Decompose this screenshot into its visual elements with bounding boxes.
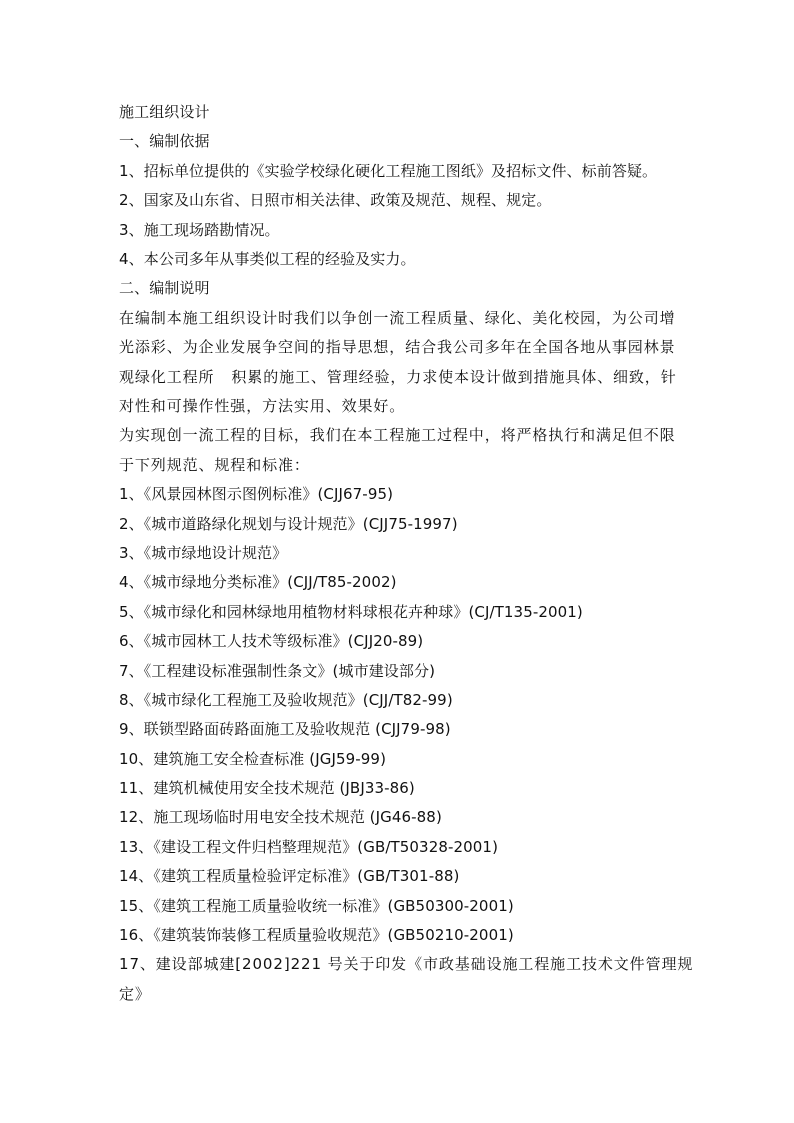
standard-item: 4、《城市绿地分类标准》(CJJ/T85-2002) bbox=[119, 573, 397, 592]
standard-item: 7、《工程建设标准强制性条文》(城市建设部分) bbox=[119, 661, 436, 680]
section-heading-basis: 一、编制依据 bbox=[119, 132, 210, 151]
paragraph-line: 对性和可操作性强，方法实用、效果好。 bbox=[119, 396, 406, 415]
basis-item: 2、国家及山东省、日照市相关法律、政策及规范、规程、规定。 bbox=[119, 191, 552, 210]
paragraph-line: 光添彩、为企业发展争空间的指导思想，结合我公司多年在全国各地从事园林景 bbox=[119, 338, 676, 357]
standard-item: 5、《城市绿化和园林绿地用植物材料球根花卉种球》(CJ/T135-2001) bbox=[119, 602, 583, 621]
standard-item: 9、联锁型路面砖路面施工及验收规范 (CJJ79-98) bbox=[119, 720, 451, 739]
standard-item: 3、《城市绿地设计规范》 bbox=[119, 543, 288, 562]
paragraph-line: 为实现创一流工程的目标，我们在本工程施工过程中，将严格执行和满足但不限 bbox=[119, 426, 676, 445]
standard-item: 12、施工现场临时用电安全技术规范 (JG46-88) bbox=[119, 808, 442, 827]
basis-item: 1、招标单位提供的《实验学校绿化硬化工程施工图纸》及招标文件、标前答疑。 bbox=[119, 161, 658, 180]
standard-item: 2、《城市道路绿化规划与设计规范》(CJJ75-1997) bbox=[119, 514, 458, 533]
standard-item: 15、《建筑工程施工质量验收统一标准》(GB50300-2001) bbox=[119, 896, 514, 915]
standard-item: 16、《建筑装饰装修工程质量验收规范》(GB50210-2001) bbox=[119, 926, 514, 945]
standard-item: 10、建筑施工安全检查标准 (JGJ59-99) bbox=[119, 749, 387, 768]
paragraph-line: 定》 bbox=[119, 984, 151, 1003]
standard-item: 1、《风景园林图示图例标准》(CJJ67-95) bbox=[119, 485, 394, 504]
section-heading-description: 二、编制说明 bbox=[119, 279, 210, 298]
standard-item-multiline bbox=[119, 950, 694, 1009]
standard-item: 8、《城市绿化工程施工及验收规范》(CJJ/T82-99) bbox=[119, 690, 453, 709]
paragraph-line: 在编制本施工组织设计时我们以争创一流工程质量、绿化、美化校园，为公司增 bbox=[119, 308, 676, 327]
standard-item: 6、《城市园林工人技术等级标准》(CJJ20-89) bbox=[119, 632, 424, 651]
description-paragraph bbox=[119, 304, 679, 422]
standard-item: 11、建筑机械使用安全技术规范 (JBJ33-86) bbox=[119, 779, 415, 798]
document-title: 施工组织设计 bbox=[119, 103, 210, 121]
paragraph-line: 于下列规范、规程和标准： bbox=[119, 455, 310, 474]
basis-item: 3、施工现场踏勘情况。 bbox=[119, 220, 280, 239]
basis-item: 4、本公司多年从事类似工程的经验及实力。 bbox=[119, 249, 416, 268]
standard-item: 14、《建筑工程质量检验评定标准》(GB/T301-88) bbox=[119, 867, 460, 886]
standard-item: 13、《建设工程文件归档整理规范》(GB/T50328-2001) bbox=[119, 837, 499, 856]
standards-intro-paragraph bbox=[119, 421, 679, 480]
paragraph-line: 观绿化工程所 积累的施工、管理经验，力求使本设计做到措施具体、细致，针 bbox=[119, 367, 677, 386]
paragraph-line: 17、建设部城建[2002]221 号关于印发《市政基础设施工程施工技术文件管理规 bbox=[119, 955, 694, 974]
document-body bbox=[119, 98, 694, 1009]
